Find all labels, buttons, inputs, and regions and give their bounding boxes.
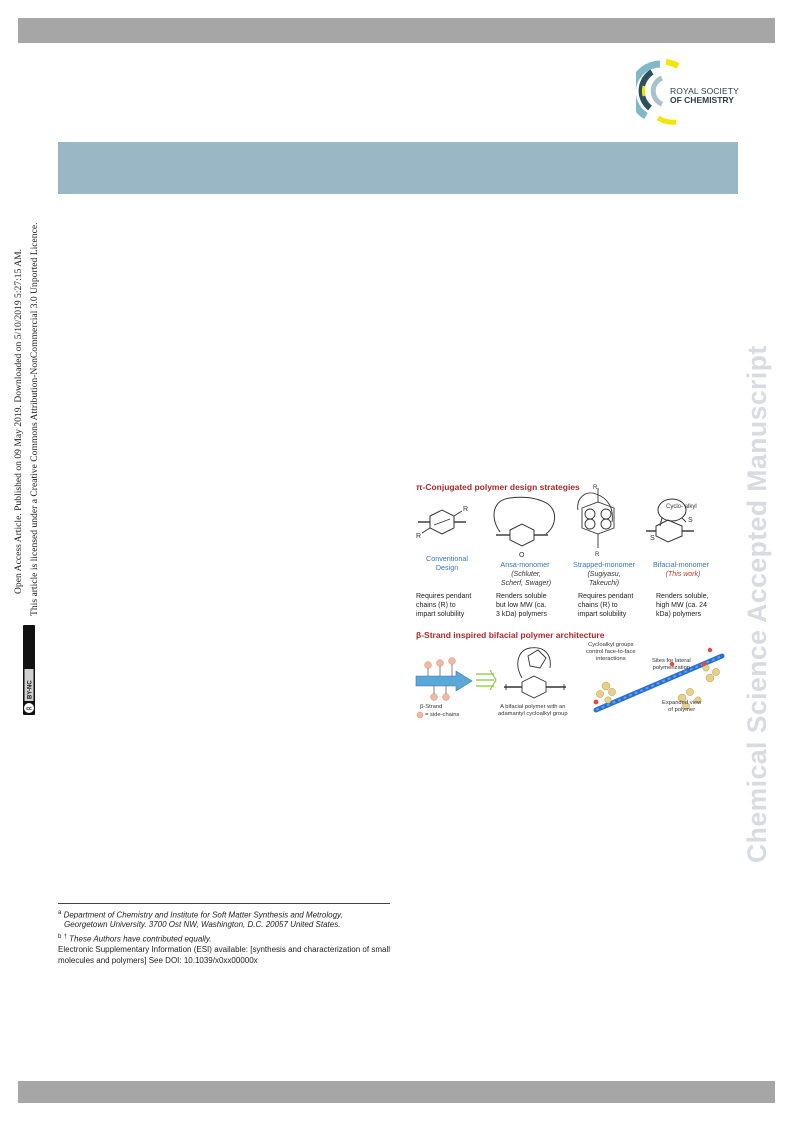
open-access-line1: Open Access Article. Published on 09 May 2019. Downloaded on 5/10/2019 5:27:15 AM. [13, 248, 24, 594]
esi-note: Electronic Supplementary Information (ESI) available: [synthesis and characterization of small molecules and polymers] See DOI: 10.1039/x0xx00000x [58, 945, 390, 965]
strapped-structure [578, 488, 614, 548]
logo-line2: OF CHEMISTRY [670, 95, 734, 105]
conventional-structure [418, 510, 466, 534]
graphical-abstract-figure [410, 478, 736, 740]
cc-mark: cc [26, 706, 32, 712]
article-header-band [58, 142, 738, 194]
bifacial-polymer-caption: A bifacial polymer with an adamantyl cycloalkyl group [498, 704, 568, 717]
design-name-conventional: Conventional Design [426, 554, 468, 572]
figure-title-top: π-Conjugated polymer design strategies [416, 482, 580, 492]
expanded-view-caption: Expanded view of polymer [662, 700, 702, 713]
green-arrow [476, 670, 496, 690]
footnote-b-dagger: † [63, 934, 67, 940]
s-label-1: S [688, 517, 693, 524]
footnote-a-continued [64, 919, 390, 930]
footnote-rule [58, 903, 390, 904]
s-label-2: S [650, 535, 655, 542]
r-label-3: R [593, 485, 598, 491]
footnote-a-text2: Georgetown University. 3700 Ost NW, Washington, D.C. 20057 United States. [64, 920, 341, 929]
logo-line1: ROYAL SOCIETY [670, 86, 739, 96]
footnote-b-text: These Authors have contributed equally. [69, 934, 212, 944]
figure-title-bottom: β-Strand inspired bifacial polymer architecture [416, 630, 605, 640]
sites-caption: Sites for lateral polymerization [652, 658, 691, 671]
r-label-1: R [463, 506, 469, 513]
open-access-line2[interactable]: This article is licensed under a Creative Commons Attribution-NonCommercial 3.0 Unported Licence. [29, 222, 40, 616]
top-header-bar [18, 18, 775, 43]
footnote-a-mark: a [58, 910, 62, 916]
footnote-b [58, 932, 390, 945]
ring-label-1: Cyclo- alkyl [666, 504, 697, 510]
adamantyl-polymer-structure [504, 648, 566, 698]
o-label-ansa: O [519, 552, 525, 559]
design-name-bifacial: Bifacial-monomer [653, 560, 709, 569]
desc-bifacial: Renders soluble, high MW (ca. 24 kDa) polymers [656, 593, 709, 618]
desc-conventional: Requires pendant chains (R) to impart solubility [416, 593, 472, 618]
cc-license-badge[interactable] [23, 625, 35, 715]
rsc-logo [636, 56, 752, 128]
desc-strapped: Requires pendant chains (R) to impart solubility [578, 593, 634, 618]
bottom-footer-bar [18, 1081, 775, 1103]
desc-ansa: Renders soluble but low MW (ca. 3 kDa) polymers [496, 593, 547, 618]
beta-strand-label: β-Strand [420, 704, 443, 710]
authors-strapped: (Sugiyasu, Takeuchi) [587, 571, 621, 587]
footnote-b-mark: b [58, 934, 62, 940]
design-name-ansa: Ansa-monomer [500, 560, 550, 569]
ansa-structure [494, 497, 555, 546]
cycloalkyl-caption: Cycloalkyl groups control face-to-face interactions [586, 642, 636, 662]
r-label-4: R [595, 552, 600, 558]
side-chain-label: = side-chains [425, 712, 460, 718]
authors-bifacial: (This work) [665, 571, 701, 578]
footnote-a-text: Department of Chemistry and Institute for Soft Matter Synthesis and Metrology, [63, 910, 343, 920]
cc-badge-text: BY-NC [27, 680, 34, 699]
accepted-manuscript-watermark [736, 258, 782, 863]
watermark-text: Chemical Science Accepted Manuscript [742, 345, 772, 863]
r-label-2: R [416, 533, 422, 540]
design-name-strapped: Strapped-monomer [573, 560, 635, 569]
authors-ansa: (Schluter, Scherf, Swager) [500, 571, 552, 587]
